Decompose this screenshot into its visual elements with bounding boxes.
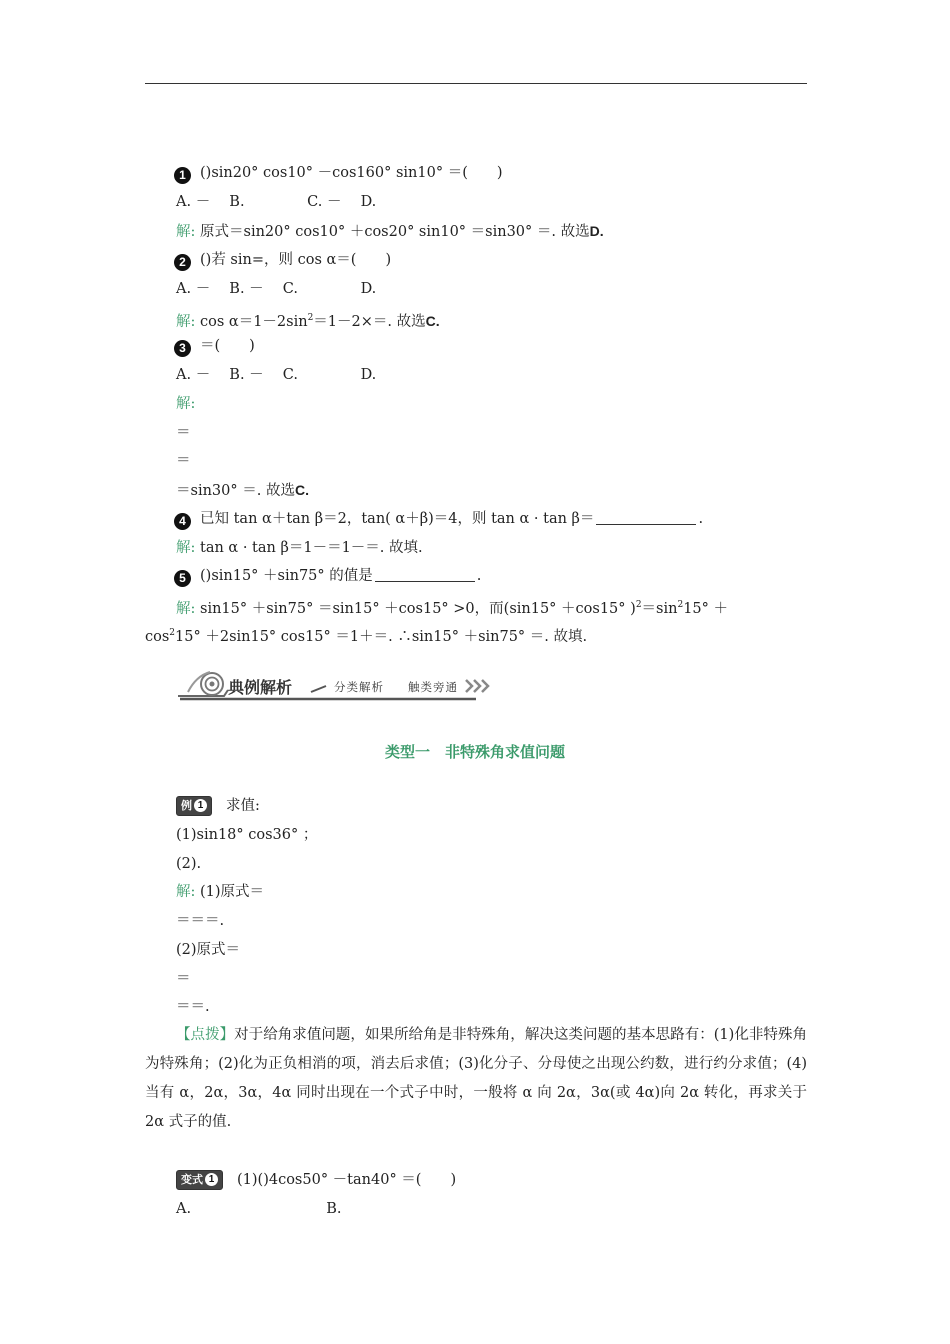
solution-line: ＝＝＝. — [176, 913, 225, 929]
tip-text: 对于给角求值问题，如果所给角是非特殊角，解决这类问题的基本思路有：(1)化非特殊角为特殊角；(2)化为正负相消的项，消去后求值；(3)化分子、分母使之出现公约数，进行约分求值；(4)当有 α，2α，3α，4α 同时出现在一个式子中时，一般将 α 向 2α，3α(或 4α)向 2α 转化，再求关于 2α 式子的值. — [145, 1027, 807, 1130]
question-stem: 已知 tan α＋tan β＝2，tan( α＋β)＝4，则 tan α · tan β＝ — [200, 511, 595, 527]
banner-subtitle: 触类旁通 — [408, 680, 458, 694]
solution-line: ＝ — [176, 425, 191, 441]
example-part: (1)sin18° cos36° ； — [176, 827, 318, 843]
solution-line — [176, 481, 309, 500]
solution-text: 15° ＋2sin15° cos15° ＝1＋＝. ∴sin15° ＋sin75° ＝. 故填. — [175, 629, 588, 645]
solution-line: ＝ — [176, 971, 191, 987]
solution-line: ＝ — [176, 453, 191, 469]
variant-options: A. B. — [176, 1201, 342, 1217]
question-stem: ()sin20° cos10° －cos160° sin10° ＝( ) — [200, 165, 503, 181]
tag-label: 例 — [181, 800, 192, 812]
question-4-solution — [176, 539, 423, 557]
solution-text: tan α · tan β＝1－＝1－＝. 故填. — [200, 540, 423, 556]
superscript: 2 — [635, 600, 642, 610]
question-2-solution — [176, 309, 440, 331]
banner-title: 典例解析 — [228, 680, 293, 697]
header-rule — [145, 83, 807, 84]
superscript: 2 — [677, 600, 684, 610]
question-number-badge: 4 — [174, 513, 191, 530]
question-number-badge: 3 — [174, 340, 191, 357]
tag-label: 变式 — [181, 1174, 203, 1186]
solution-text: sin15° ＋sin75° ＝sin15° ＋cos15° >0，而(sin15° ＋cos15° ) — [200, 601, 636, 617]
answer-blank[interactable] — [375, 569, 475, 582]
question-3 — [176, 337, 255, 357]
question-3-options: A. － B. － C. D. — [176, 367, 377, 383]
section-title: 类型一 非特殊角求值问题 — [384, 744, 565, 761]
stem-end: . — [698, 511, 704, 527]
variant-1-heading — [176, 1170, 456, 1190]
tag-number: 1 — [205, 1173, 218, 1186]
question-1-options: A. － B. C. － D. — [176, 194, 377, 210]
superscript: 2 — [307, 313, 314, 323]
solution-text: 原式＝sin20° cos10° ＋cos20° sin10° ＝sin30° ＝. 故选 — [200, 224, 590, 240]
solution-label: 解: — [176, 314, 196, 330]
solution-line: ＝＝. — [176, 999, 210, 1015]
question-stem: ＝( ) — [200, 338, 255, 354]
question-4 — [176, 510, 703, 530]
question-number-badge: 2 — [174, 254, 191, 271]
question-stem: ()sin15° ＋sin75° 的值是 — [200, 568, 373, 584]
example-solution — [176, 883, 264, 901]
variant-stem: (1)()4cos50° －tan40° ＝( ) — [237, 1172, 457, 1188]
tip-paragraph — [145, 1021, 807, 1137]
solution-label: 解: — [176, 884, 196, 900]
solution-text: cos — [145, 629, 170, 645]
tag-number: 1 — [194, 799, 207, 812]
solution-line: (2)原式＝ — [176, 942, 241, 958]
answer-blank[interactable] — [596, 512, 696, 525]
example-1-heading — [176, 796, 260, 816]
question-2-options: A. － B. － C. D. — [176, 281, 377, 297]
question-number-badge: 5 — [174, 570, 191, 587]
question-1-solution — [176, 222, 604, 241]
example-prompt: 求值: — [226, 798, 260, 814]
example-tag — [176, 796, 212, 816]
solution-text: (1)原式＝ — [200, 884, 265, 900]
solution-text: cos α＝1－2sin — [200, 314, 308, 330]
superscript: 2 — [169, 628, 176, 638]
variant-tag — [176, 1170, 223, 1190]
tip-label: 【点拨】 — [176, 1027, 235, 1043]
stem-end: . — [476, 568, 482, 584]
solution-text: 15° ＋ — [683, 601, 729, 617]
question-number-badge: 1 — [174, 167, 191, 184]
banner-subtitle: 分类解析 — [334, 680, 384, 694]
question-stem: ()若 sin=，则 cos α＝( ) — [200, 252, 392, 268]
question-5-solution-line-2 — [145, 624, 587, 646]
section-banner — [176, 668, 506, 702]
answer-choice: C. — [425, 313, 440, 329]
solution-label: 解: — [176, 224, 196, 240]
solution-text: ＝1－2×＝. 故选 — [313, 314, 426, 330]
solution-label: 解: — [176, 540, 196, 556]
solution-label: 解: — [176, 601, 196, 617]
question-5-solution-line-1 — [176, 596, 728, 618]
question-1 — [176, 164, 503, 184]
example-part: (2). — [176, 856, 202, 872]
solution-text: ＝sin30° ＝. 故选 — [176, 483, 295, 499]
answer-choice: D. — [589, 223, 604, 239]
question-2 — [176, 251, 391, 271]
solution-text: ＝sin — [641, 601, 678, 617]
answer-choice: C. — [294, 482, 309, 498]
question-5 — [176, 567, 481, 587]
solution-label: 解: — [176, 396, 196, 412]
